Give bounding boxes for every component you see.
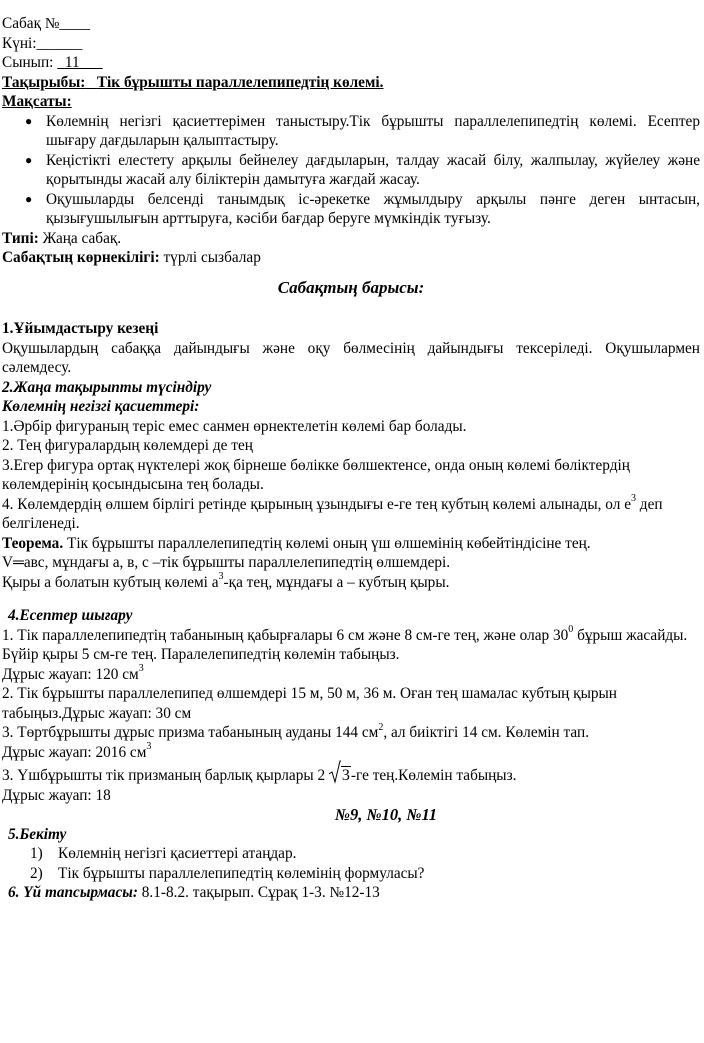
course-title: Сабақтың барысы: (277, 277, 425, 297)
section5-heading: 5.Бекіту (8, 825, 67, 843)
property-2: 2. Тең фигуралардың көлемдері де тең (2, 437, 253, 454)
section1-heading: 1.Ұйымдастыру кезеңі (2, 320, 159, 337)
problem-4: 3. Үшбұрышты тік призманың барлық қырлары 2 3-ге тең.Көлемін табыңыз. (2, 766, 700, 786)
section2-heading: 2.Жаңа тақырыпты түсіндіру (2, 378, 212, 396)
volume-formula: V═авс, мұндағы а, в, с –тік бұрышты параллелепипедтің өлшемдері. (2, 554, 451, 571)
goals-label: Мақсаты: (2, 93, 72, 110)
topic-line (2, 73, 700, 93)
radical-sign-icon (329, 760, 341, 784)
topic-value: Тік бұрышты параллелепипедтің көлемі. (96, 73, 384, 91)
section1-text: Оқушылардың сабаққа дайындығы және оқу бөлмесінің дайындығы тексеріледі. Оқушылармен сәлемдесу. (2, 339, 700, 376)
bullet-icon: ● (25, 113, 33, 128)
topic-label: Тақырыбы: (2, 73, 86, 91)
theorem: Теорема. Тік бұрышты параллелепипедтің көлемі оның үш өлшемінің көбейтіндісіне тең. (2, 534, 591, 552)
exercise-numbers: №9, №10, №11 (334, 805, 438, 824)
problem-3: 3. Төртбұрышты дұрыс призма табанының ауданы 144 $см^2$, ал биіктігі 14 см. Көлемін тап. (2, 721, 590, 741)
review-questions (2, 844, 700, 883)
review-question: 2) Тік бұрышты параллелепипедтің көлемінің формуласы? (30, 864, 425, 882)
lesson-number: Сабақ №____ (2, 15, 91, 32)
lesson-visuals: Сабақтың көрнекілігі: түрлі сызбалар (2, 249, 261, 266)
goal-item: ● Көлемнің негізгі қасиеттерімен таныстыру.Тік бұрышты параллелепипедтің көлемі. Есептер шығару дағдыларын қалыптастыру. (25, 112, 700, 149)
section2-subheading: Көлемнің негізгі қасиеттері: (2, 398, 200, 415)
bullet-icon: ● (25, 152, 33, 167)
problem-2: 2. Тік бұрышты параллелепипед өлшемдері 15 м, 50 м, 36 м. Оған тең шамалас кубтың қырын табыңыз.Дұрыс жауап: 30 см (2, 685, 617, 722)
lesson-date: Күні:______ (2, 34, 83, 52)
problem-1: 1. Тік параллелепипедтің табанының қабырғалары 6 см және 8 см-ге тең, және олар $30^0$ бұрыш жасайды. Бүйір қыры 5 см-ге тең. Паралелепипедтің көлемін табыңыз. (2, 624, 688, 663)
homework-line: 6. Үй тапсырмасы: 8.1-8.2. тақырып. Сұрақ 1-3. №12-13 (8, 884, 380, 901)
lesson-type: Типі: Жаңа сабақ. (2, 229, 122, 247)
answer-1: Дұрыс жауап: 120 $см^3$ (2, 663, 144, 683)
bullet-icon: ● (25, 191, 33, 206)
class-value: 11___ (64, 54, 103, 71)
cube-volume: Қыры а болатын кубтың көлемі $а^3-қа$ тең, мұндағы а – кубтың қыры. (2, 571, 450, 591)
property-4: 4. Көлемдердің өлшем бірлігі ретінде қырының ұзындығы е-ге тең кубтың көлемі алынады, ол $е^3$ деп белгіленеді. (2, 493, 663, 532)
square-root: 3 (329, 766, 351, 785)
class-label: Сынып: (2, 54, 58, 71)
goal-item: ● Оқушыларды белсенді танымдық іс-әрекетке жұмылдыру арқылы пәнге деген ынтасын, қызығушылығын арттыруға, кәсіби бағдар беруге мүмкіндік туғызу. (25, 190, 700, 227)
property-1: 1.Әрбір фигураның теріс емес санмен өрнектелетін көлемі бар болады. (2, 417, 467, 435)
review-question: 1) Көлемнің негізгі қасиеттері атаңдар. (30, 845, 297, 862)
section4-heading: 4.Есептер шығару (8, 607, 133, 624)
goal-item: ● Кеңістікті елестету арқылы бейнелеу дағдыларын, талдау жасай білу, жалпылау, жүйелеу және қорытынды жасай алу біліктерін дамытуға жағдай жасау. (25, 151, 700, 188)
class-line (2, 53, 700, 73)
answer-4: Дұрыс жауап: 18 (2, 786, 111, 804)
property-3: 3.Егер фигура ортақ нүктелері жоқ бірнеше бөлікке бөлшектенсе, онда оның көлемі бөліктердің көлемдерінің қосындысына тең болады. (2, 456, 630, 493)
goals-list (2, 112, 700, 229)
answer-3: Дұрыс жауап: 2016 $см^3$ (2, 741, 152, 761)
